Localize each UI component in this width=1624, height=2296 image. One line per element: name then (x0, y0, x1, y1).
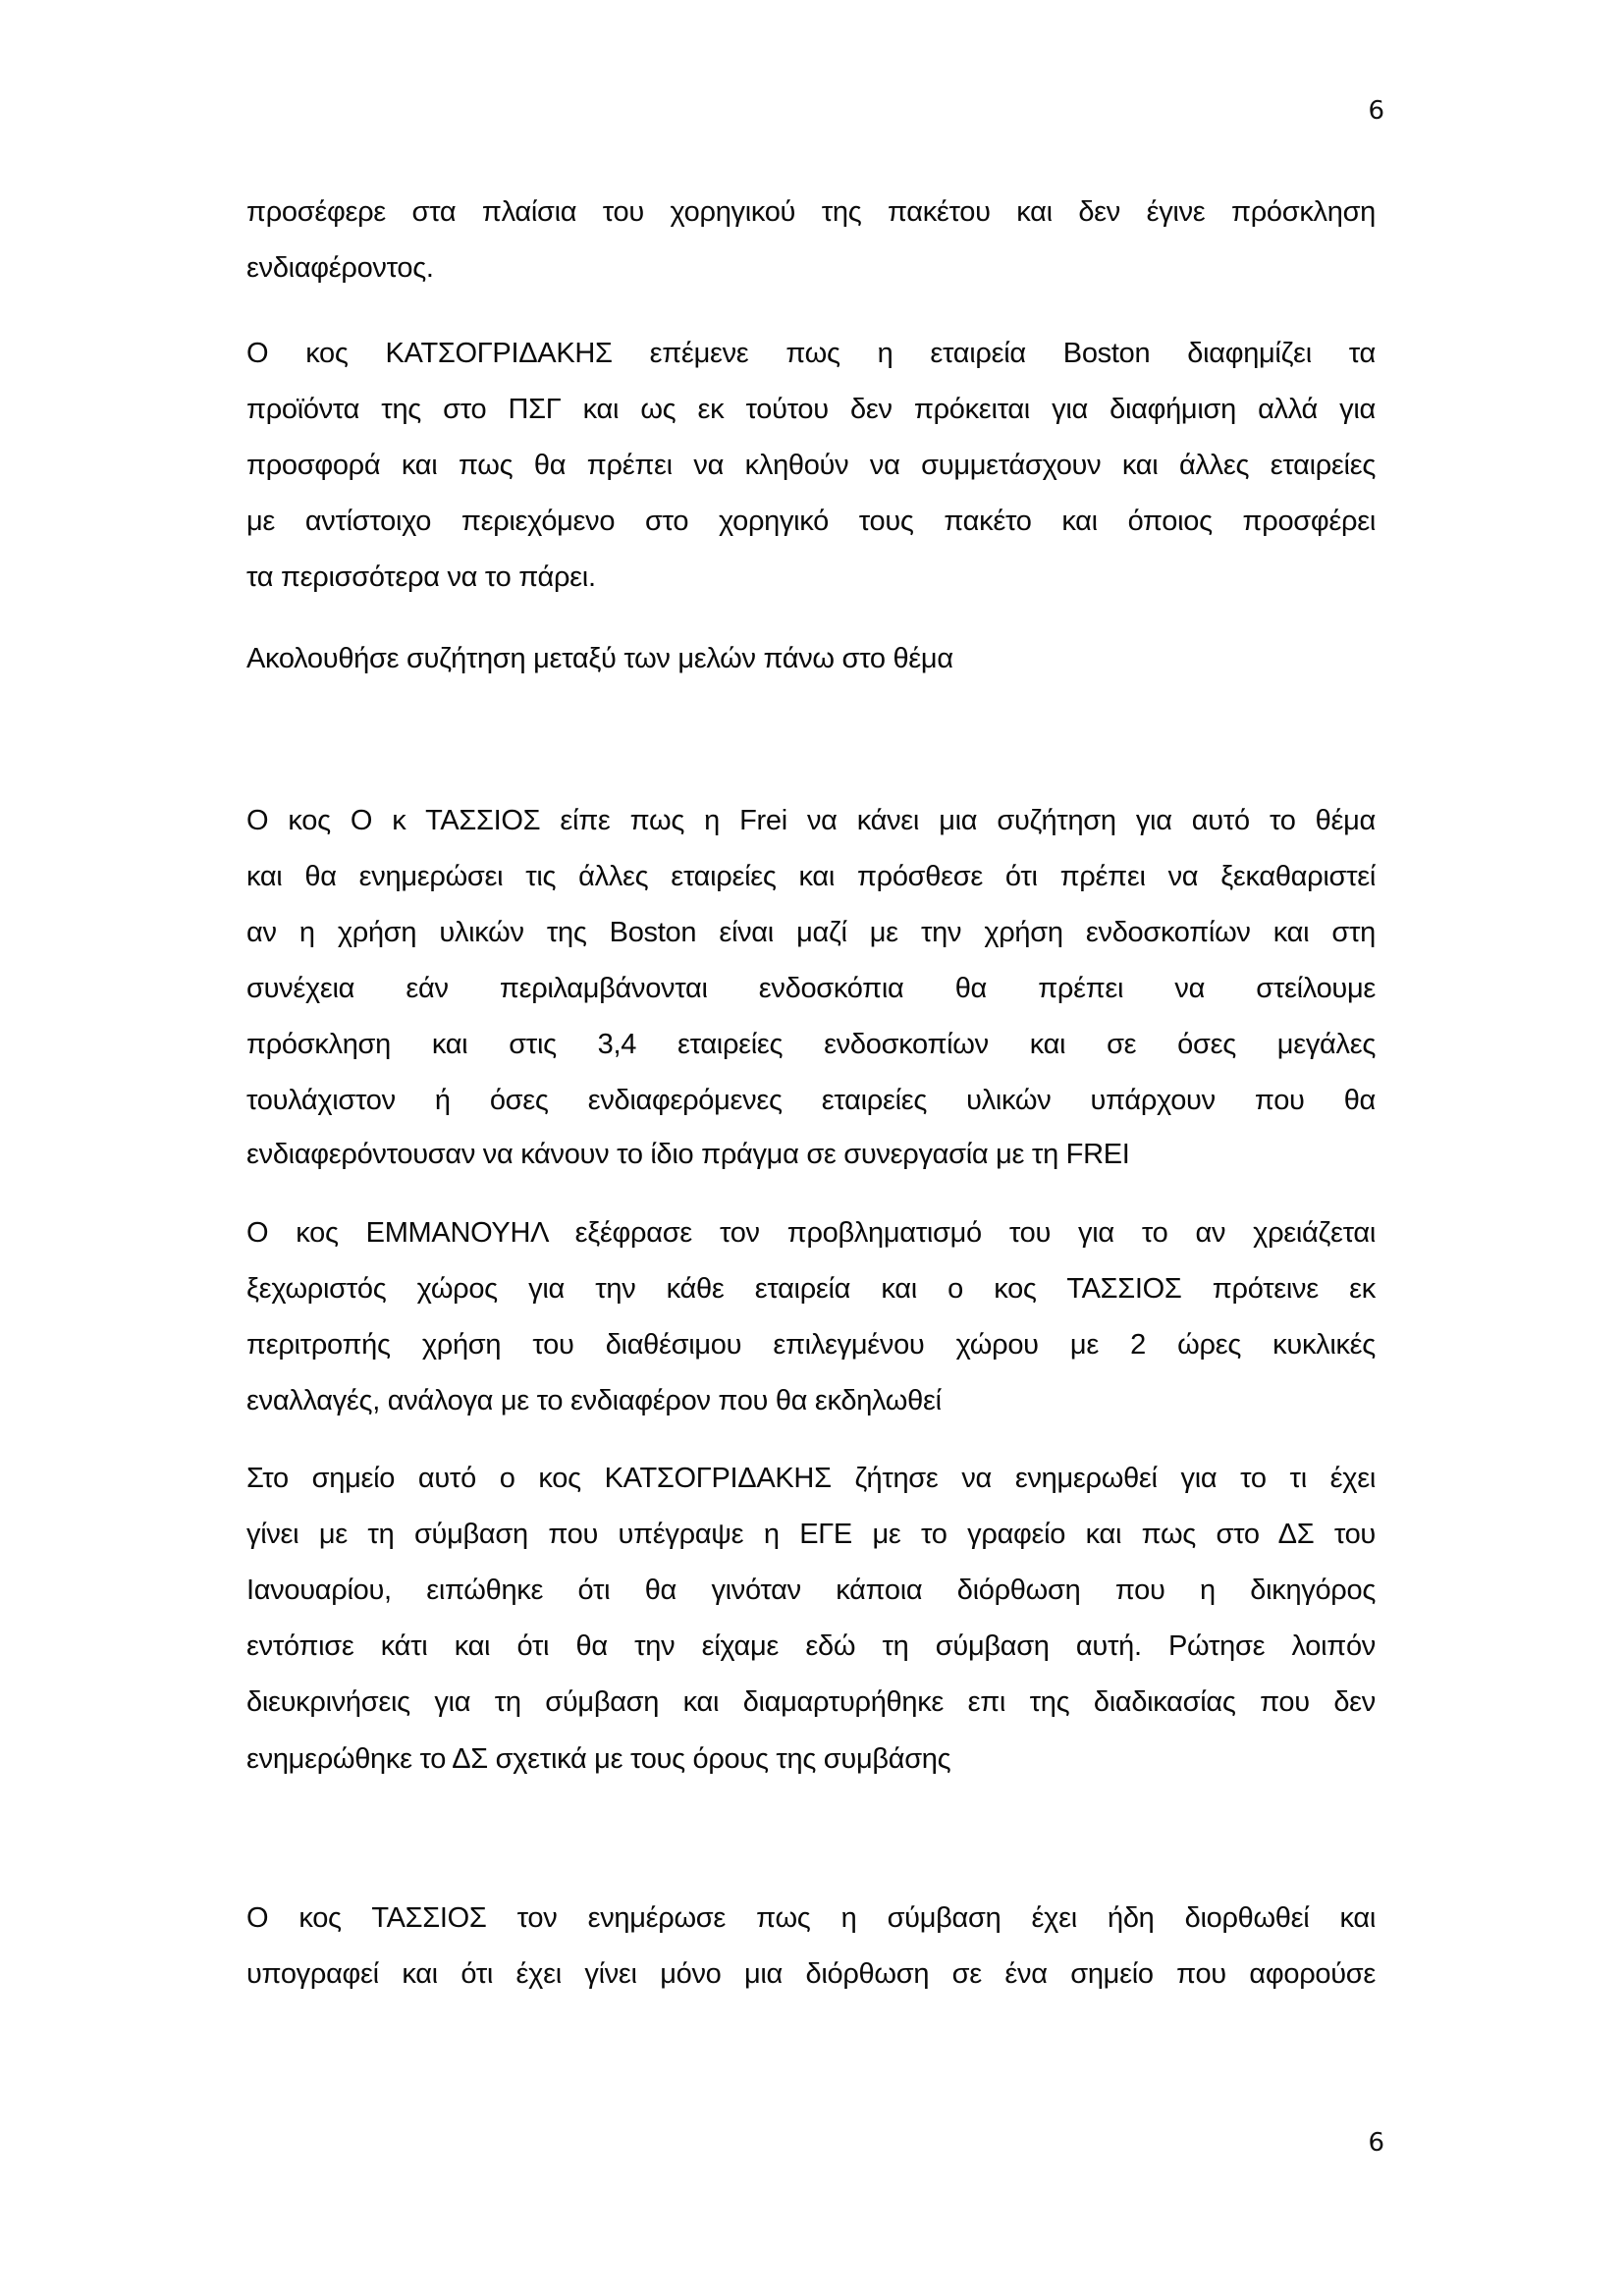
text-line: αν η χρήση υλικών της Boston είναι μαζί με την χρήση ενδοσκοπίων και στη (246, 917, 1376, 948)
text-line: συνέχεια εάν περιλαμβάνονται ενδοσκόπια θα πρέπει να στείλουμε (246, 973, 1376, 1004)
text-line: ενδιαφέροντος. (246, 252, 434, 284)
text-line: υπογραφεί και ότι έχει γίνει μόνο μια διόρθωση σε ένα σημείο που αφορούσε (246, 1958, 1376, 1990)
text-line: πρόσκληση και στις 3,4 εταιρείες ενδοσκοπίων και σε όσες μεγάλες (246, 1029, 1376, 1060)
text-line: Ο κος Ο κ ΤΑΣΣΙΟΣ είπε πως η Frei να κάνει μια συζήτηση για αυτό το θέμα (246, 805, 1376, 836)
text-line: Ιανουαρίου, ειπώθηκε ότι θα γινόταν κάποια διόρθωση που η δικηγόρος (246, 1575, 1376, 1606)
text-line: ενημερώθηκε το ΔΣ σχετικά με τους όρους της συμβάσης (246, 1743, 951, 1775)
text-line: με αντίστοιχο περιεχόμενο στο χορηγικό τους πακέτο και όποιος προσφέρει (246, 506, 1376, 537)
text-line: Ακολουθήσε συζήτηση μεταξύ των μελών πάνω στο θέμα (246, 643, 953, 674)
text-line: γίνει με τη σύμβαση που υπέγραψε η ΕΓΕ με το γραφείο και πως στο ΔΣ του (246, 1519, 1376, 1550)
text-line: προσέφερε στα πλαίσια του χορηγικού της πακέτου και δεν έγινε πρόσκληση (246, 196, 1376, 228)
text-line: Ο κος ΕΜΜΑΝΟΥΗΛ εξέφρασε τον προβληματισμό του για το αν χρειάζεται (246, 1217, 1376, 1249)
text-line: περιτροπής χρήση του διαθέσιμου επιλεγμένου χώρου με 2 ώρες κυκλικές (246, 1329, 1376, 1361)
text-line: τα περισσότερα να το πάρει. (246, 561, 596, 593)
text-line: και θα ενημερώσει τις άλλες εταιρείες και πρόσθεσε ότι πρέπει να ξεκαθαριστεί (246, 861, 1376, 892)
text-line: Ο κος ΚΑΤΣΟΓΡΙΔΑΚΗΣ επέμενε πως η εταιρεία Boston διαφημίζει τα (246, 338, 1376, 369)
text-line: διευκρινήσεις για τη σύμβαση και διαμαρτυρήθηκε επι της διαδικασίας που δεν (246, 1686, 1376, 1718)
text-line: προϊόντα της στο ΠΣΓ και ως εκ τούτου δεν πρόκειται για διαφήμιση αλλά για (246, 394, 1376, 425)
text-line: εναλλαγές, ανάλογα με το ενδιαφέρον που θα εκδηλωθεί (246, 1385, 942, 1416)
text-line: ξεχωριστός χώρος για την κάθε εταιρεία και ο κος ΤΑΣΣΙΟΣ πρότεινε εκ (246, 1273, 1376, 1305)
text-line: τουλάχιστον ή όσες ενδιαφερόμενες εταιρείες υλικών υπάρχουν που θα (246, 1085, 1376, 1116)
page-number-top: 6 (1368, 96, 1384, 126)
text-line: εντόπισε κάτι και ότι θα την είχαμε εδώ τη σύμβαση αυτή. Ρώτησε λοιπόν (246, 1630, 1376, 1662)
page-number-bottom: 6 (1368, 2128, 1384, 2158)
text-line: ενδιαφερόντουσαν να κάνουν το ίδιο πράγμα σε συνεργασία με τη FREI (246, 1139, 1130, 1170)
text-line: Στο σημείο αυτό ο κος ΚΑΤΣΟΓΡΙΔΑΚΗΣ ζήτησε να ενημερωθεί για το τι έχει (246, 1463, 1376, 1494)
text-line: προσφορά και πως θα πρέπει να κληθούν να συμμετάσχουν και άλλες εταιρείες (246, 450, 1376, 481)
text-line: Ο κος ΤΑΣΣΙΟΣ τον ενημέρωσε πως η σύμβαση έχει ήδη διορθωθεί και (246, 1902, 1376, 1934)
